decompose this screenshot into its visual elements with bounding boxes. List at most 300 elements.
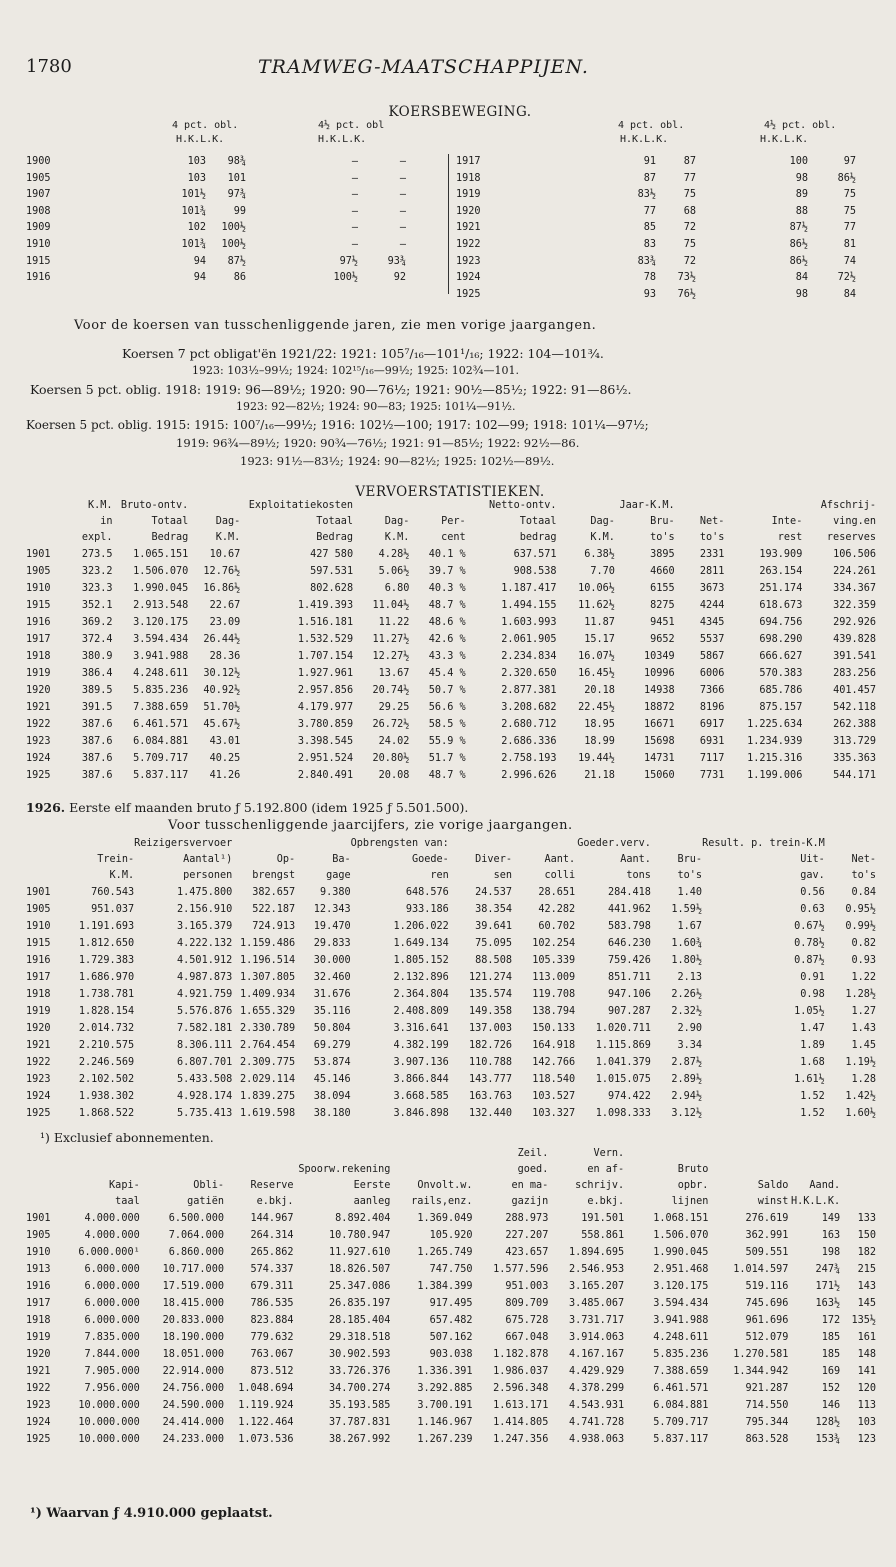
reizigers-column-header xyxy=(26,868,61,884)
kapitaal-row xyxy=(26,1227,876,1244)
reizigers-cell: 138.794 xyxy=(532,1006,576,1017)
kapitaal-header-row xyxy=(26,1194,876,1210)
reizigers-column-header xyxy=(512,836,575,852)
vervoer-cell: 24.02 xyxy=(378,736,410,747)
kapitaal-cell: 172 xyxy=(821,1315,841,1326)
reizigers-column-header: ren xyxy=(430,870,449,881)
kapitaal-cell: 163 xyxy=(821,1230,841,1241)
vervoer-cell: 1.990.045 xyxy=(133,583,189,594)
reizigers-cell: 4.928.174 xyxy=(177,1091,233,1102)
koers-left-value: 93¾ xyxy=(387,255,406,267)
kapitaal-cell: 152 xyxy=(821,1383,841,1394)
vervoer-cell: 11.22 xyxy=(378,617,410,628)
vervoer-cell: 42.6 % xyxy=(428,634,466,645)
vervoer-column-header xyxy=(409,498,465,514)
reizigers-cell: 4.987.873 xyxy=(177,972,233,983)
vervoer-cell: 13.67 xyxy=(378,668,410,679)
reizigers-cell: 0.82 xyxy=(851,938,876,949)
kapitaal-cell: 4.248.611 xyxy=(653,1332,709,1343)
reizigers-cell: 2.94½ xyxy=(671,1091,703,1102)
vervoer-cell: 40.92½ xyxy=(203,685,241,696)
reizigers-column-header xyxy=(61,836,134,852)
koers-left-value: 101¾ xyxy=(181,205,206,217)
reizigers-cell: 2.330.789 xyxy=(239,1023,296,1034)
reizigers-cell: 1.115.869 xyxy=(595,1040,651,1051)
koers-left-value: 97½ xyxy=(339,255,358,267)
vervoer-cell: 1.215.316 xyxy=(747,753,803,764)
vervoer-cell: 20.80½ xyxy=(372,753,410,764)
vervoer-cell: 387.6 xyxy=(81,736,113,747)
reizigers-cell: 583.798 xyxy=(607,921,651,932)
koers-left-year: 1910 xyxy=(26,238,51,250)
reizigers-cell: 142.766 xyxy=(532,1057,576,1068)
kapitaal-column-header: H.K.L.K. xyxy=(791,1196,841,1207)
kapitaal-cell: 143 xyxy=(857,1281,876,1292)
vervoer-cell: 2811 xyxy=(699,566,725,577)
vervoer-cell: 43.01 xyxy=(209,736,241,747)
vervoer-cell: 391.541 xyxy=(833,651,876,662)
reizigers-cell: 1.686.970 xyxy=(78,972,135,983)
kapitaal-column-header: Eerste xyxy=(353,1180,391,1191)
reizigers-cell: 103.527 xyxy=(532,1091,576,1102)
koers-right-value: 77 xyxy=(683,172,696,184)
reizigers-cell: 1.409.934 xyxy=(239,989,296,1000)
koers-left-value: 101¾ xyxy=(181,238,206,250)
kapitaal-year: 1901 xyxy=(26,1213,51,1224)
kapitaal-cell: 18.415.000 xyxy=(162,1298,224,1309)
koers-right-value: 84 xyxy=(843,288,856,300)
vervoer-cell: 698.290 xyxy=(759,634,803,645)
reizigers-cell: 4.222.132 xyxy=(177,938,233,949)
reizigers-header-row xyxy=(26,852,876,868)
reizigers-cell: 1.27 xyxy=(851,1006,876,1017)
reizigers-cell: 1.839.275 xyxy=(239,1091,296,1102)
reizigers-column-header xyxy=(651,836,702,852)
vervoer-row xyxy=(26,563,876,580)
kapitaal-cell: 4.167.167 xyxy=(568,1349,625,1360)
vervoer-cell: 45.4 % xyxy=(428,668,466,679)
vervoer-cell: 12.76½ xyxy=(203,566,241,577)
reizigers-cell: 42.282 xyxy=(538,904,576,915)
vervoer-column-header xyxy=(675,498,725,514)
vervoer-cell: 1.419.393 xyxy=(297,600,354,611)
vervoer-cell: 3.594.434 xyxy=(133,634,189,645)
koers-left-value: 99 xyxy=(233,205,246,217)
kapitaal-footnote: ¹) Waarvan ƒ 4.910.000 geplaatst. xyxy=(30,1506,273,1521)
vervoer-cell: 273.5 xyxy=(81,549,113,560)
reizigers-cell: 646.230 xyxy=(607,938,651,949)
kapitaal-cell: 33.726.376 xyxy=(329,1366,391,1377)
reizigers-cell: 933.186 xyxy=(405,904,449,915)
kapitaal-column-header xyxy=(26,1162,64,1178)
kapitaal-row xyxy=(26,1346,876,1363)
koers-left-year: 1909 xyxy=(26,222,51,234)
kapitaal-cell: 1.146.967 xyxy=(417,1417,473,1428)
reizigers-column-header: sen xyxy=(493,870,512,881)
koers-divider xyxy=(448,154,449,294)
kapitaal-cell: 1.369.049 xyxy=(417,1213,473,1224)
reizigers-year: 1905 xyxy=(26,904,51,915)
koers-title: KOERSBEWEGING. xyxy=(388,104,532,120)
kapitaal-cell: 10.717.000 xyxy=(162,1264,224,1275)
vervoer-year: 1915 xyxy=(26,600,51,611)
kapitaal-cell: 103 xyxy=(857,1417,876,1428)
koers-sub-right-45: H.K.L.K. xyxy=(760,134,809,145)
kapitaal-cell: 1.182.878 xyxy=(493,1349,549,1360)
reizigers-cell: 119.708 xyxy=(532,989,576,1000)
kapitaal-column-header: gazijn xyxy=(511,1196,549,1207)
vervoer-column-header: Totaal xyxy=(316,516,354,527)
koers-right-value: 81 xyxy=(843,238,856,250)
kapitaal-cell: 37.787.831 xyxy=(329,1417,391,1428)
koers-header-left-45: 4½ pct. obl xyxy=(318,120,385,131)
kapitaal-column-header: aanleg xyxy=(353,1196,391,1207)
kapitaal-cell: 509.551 xyxy=(745,1247,789,1258)
reizigers-cell: 137.003 xyxy=(469,1023,512,1034)
kapitaal-column-header xyxy=(390,1146,472,1162)
vervoer-cell: 3.120.175 xyxy=(133,617,189,628)
reizigers-column-header: Opbrengsten van: xyxy=(350,838,449,849)
koers-sub-left-4: H.K.L.K. xyxy=(176,134,225,145)
kapitaal-column-header xyxy=(224,1162,294,1178)
kapitaal-column-header xyxy=(390,1162,472,1178)
koers-right-value: 75 xyxy=(843,189,856,201)
kapitaal-column-header: goed. xyxy=(517,1164,549,1175)
reizigers-cell: 1.041.379 xyxy=(595,1057,651,1068)
vervoer-cell: 292.926 xyxy=(833,617,876,628)
vervoer-cell: 1.225.634 xyxy=(747,719,803,730)
vervoer-cell: 40.1 % xyxy=(428,549,466,560)
kapitaal-cell: 2.951.468 xyxy=(653,1264,709,1275)
kapitaal-cell: 149 xyxy=(821,1213,841,1224)
kapitaal-cell: 574.337 xyxy=(250,1264,294,1275)
kapitaal-cell: 288.973 xyxy=(505,1213,549,1224)
page-number: 1780 xyxy=(26,56,72,77)
vervoer-row xyxy=(26,648,876,665)
kapitaal-cell: 153¾ xyxy=(815,1434,841,1445)
kapitaal-cell: 1.270.581 xyxy=(733,1349,789,1360)
reizigers-column-header: Diver- xyxy=(475,854,512,865)
reizigers-row xyxy=(26,1105,876,1122)
reizigers-cell: 149.358 xyxy=(469,1006,512,1017)
kapitaal-cell: 18.051.000 xyxy=(162,1349,224,1360)
kapitaal-table xyxy=(26,1146,876,1448)
reizigers-cell: 3.668.585 xyxy=(393,1091,449,1102)
kapitaal-column-header: e.bkj. xyxy=(256,1196,294,1207)
vervoer-year: 1910 xyxy=(26,583,51,594)
reizigers-cell: 1.159.486 xyxy=(239,938,296,949)
vervoer-cell: 1.234.939 xyxy=(747,736,803,747)
kapitaal-cell: 10.780.947 xyxy=(329,1230,391,1241)
koers-sub-left-45: H.K.L.K. xyxy=(318,134,367,145)
vervoer-column-header: K.M. xyxy=(384,532,410,543)
koers-right-value: 74 xyxy=(843,255,856,267)
vervoer-table xyxy=(26,498,876,784)
kapitaal-cell: 4.543.931 xyxy=(568,1400,625,1411)
reizigers-cell: 0.78½ xyxy=(794,938,825,949)
koers-line-2: 1923: 103½–99½; 1924: 102¹⁵/₁₆—99½; 1925: 102¾—101. xyxy=(192,364,519,377)
kapitaal-cell: 6.860.000 xyxy=(168,1247,224,1258)
reizigers-cell: 29.833 xyxy=(313,938,351,949)
reizigers-cell: 3.866.844 xyxy=(393,1074,449,1085)
vervoer-cell: 8196 xyxy=(699,702,725,713)
vervoer-cell: 1.532.529 xyxy=(297,634,354,645)
vervoer-cell: 2.951.524 xyxy=(297,753,354,764)
vervoer-row xyxy=(26,580,876,597)
vervoer-cell: 20.74½ xyxy=(372,685,410,696)
kapitaal-cell: 6.000.000 xyxy=(84,1264,140,1275)
vervoer-cell: 6.084.881 xyxy=(133,736,189,747)
vervoer-cell: 51.70½ xyxy=(203,702,241,713)
vervoer-cell: 369.2 xyxy=(81,617,113,628)
koers-left-row xyxy=(26,154,406,171)
kapitaal-row xyxy=(26,1210,876,1227)
vervoer-cell: 1.065.151 xyxy=(133,549,189,560)
reizigers-cell: 1.868.522 xyxy=(78,1108,135,1119)
koers-line-6: 1919: 96¾—89½; 1920: 90¾—76½; 1921: 91—85½; 1922: 92½—86. xyxy=(176,436,580,450)
koers-right-value: 72 xyxy=(683,255,696,267)
koers-right-row xyxy=(456,154,856,171)
reizigers-column-header xyxy=(449,836,512,852)
reizigers-cell: 7.582.181 xyxy=(177,1023,233,1034)
vervoer-cell: 875.157 xyxy=(759,702,803,713)
koers-left-value: — xyxy=(399,172,406,184)
kapitaal-column-header: opbr. xyxy=(677,1180,709,1191)
vervoer-cell: 10996 xyxy=(643,668,675,679)
vervoer-year: 1925 xyxy=(26,770,51,781)
koers-left-value: 101½ xyxy=(181,189,206,201)
kapitaal-cell: 951.003 xyxy=(505,1281,549,1292)
kapitaal-column-header xyxy=(26,1146,64,1162)
vervoer-column-header: expl. xyxy=(81,532,113,543)
reizigers-year: 1925 xyxy=(26,1108,51,1119)
vervoer-cell: 23.09 xyxy=(209,617,241,628)
reizigers-cell: 132.440 xyxy=(469,1108,512,1119)
vervoer-cell: 22.45½ xyxy=(578,702,615,713)
vervoer-row xyxy=(26,733,876,750)
reizigers-cell: 182.726 xyxy=(469,1040,512,1051)
reizigers-year: 1922 xyxy=(26,1057,51,1068)
kapitaal-cell: 657.482 xyxy=(429,1315,473,1326)
kapitaal-cell: 6.000.000 xyxy=(84,1315,140,1326)
kapitaal-cell: 903.038 xyxy=(429,1349,473,1360)
kapitaal-column-header: Vern. xyxy=(593,1148,625,1159)
vervoer-cell: 372.4 xyxy=(81,634,113,645)
kapitaal-cell: 144.967 xyxy=(250,1213,294,1224)
reizigers-year: 1917 xyxy=(26,972,51,983)
vervoer-column-header: Bedrag xyxy=(151,532,189,543)
kapitaal-column-header xyxy=(788,1162,840,1178)
koers-right-value: 100 xyxy=(789,156,808,167)
kapitaal-column-header xyxy=(708,1162,788,1178)
kapitaal-cell: 11.927.610 xyxy=(329,1247,391,1258)
kapitaal-cell: 1.265.749 xyxy=(417,1247,473,1258)
vervoer-year: 1916 xyxy=(26,617,51,628)
kapitaal-cell: 6.461.571 xyxy=(653,1383,709,1394)
reizigers-column-header xyxy=(295,836,350,852)
vervoer-cell: 29.25 xyxy=(378,702,410,713)
reizigers-cell: 0.87½ xyxy=(794,955,825,966)
vervoer-cell: 5.837.117 xyxy=(133,770,189,781)
koers-line-3: Koersen 5 pct. oblig. 1918: 1919: 96—89½; 1920: 90—76½; 1921: 90½—85½; 1922: 91—86½. xyxy=(30,382,632,397)
reizigers-cell: 0.93 xyxy=(851,955,876,966)
reizigers-cell: 947.106 xyxy=(607,989,651,1000)
vervoer-cell: 427 580 xyxy=(310,549,354,560)
kapitaal-cell: 135½ xyxy=(851,1315,876,1326)
kapitaal-cell: 3.700.191 xyxy=(417,1400,473,1411)
vervoer-cell: 11.04½ xyxy=(372,600,410,611)
koers-right-value: 87 xyxy=(683,156,696,167)
reizigers-cell: 1.307.805 xyxy=(239,972,296,983)
kapitaal-cell: 6.500.000 xyxy=(168,1213,224,1224)
kapitaal-cell: 1.506.070 xyxy=(653,1230,709,1241)
reizigers-cell: 60.702 xyxy=(538,921,576,932)
vervoer-year: 1918 xyxy=(26,651,51,662)
koers-left-table xyxy=(26,154,406,287)
kapitaal-cell: 215 xyxy=(857,1264,876,1275)
reizigers-cell: 19.470 xyxy=(313,921,351,932)
vervoer-cell: 15060 xyxy=(643,770,675,781)
koers-left-value: — xyxy=(351,205,358,217)
vervoer-year: 1922 xyxy=(26,719,51,730)
vervoer-cell: 26.44½ xyxy=(203,634,241,645)
reizigers-cell: 1.05½ xyxy=(794,1006,825,1017)
kapitaal-cell: 6.084.881 xyxy=(653,1400,709,1411)
reizigers-cell: 0.84 xyxy=(851,887,876,898)
koers-left-value: 103 xyxy=(187,172,206,184)
koers-right-value: 98 xyxy=(795,288,808,300)
koers-right-year: 1925 xyxy=(456,288,481,300)
reizigers-cell: 1.45 xyxy=(851,1040,876,1051)
kapitaal-cell: 779.632 xyxy=(250,1332,294,1343)
kapitaal-cell: 1.336.391 xyxy=(417,1366,473,1377)
vervoer-cell: 694.756 xyxy=(759,617,803,628)
reizigers-column-header: Bru- xyxy=(677,854,703,865)
vervoer-1926-line xyxy=(26,800,468,815)
reizigers-column-header: Op- xyxy=(276,854,296,865)
koers-left-value: — xyxy=(351,238,358,250)
reizigers-cell: 907.287 xyxy=(607,1006,651,1017)
kapitaal-cell: 30.902.593 xyxy=(329,1349,391,1360)
kapitaal-cell: 22.914.000 xyxy=(162,1366,224,1377)
koers-right-year: 1917 xyxy=(456,156,481,167)
kapitaal-section xyxy=(26,1146,876,1448)
kapitaal-cell: 507.162 xyxy=(429,1332,473,1343)
vervoer-cell: 2.913.548 xyxy=(133,600,189,611)
reizigers-column-header xyxy=(232,836,295,852)
vervoer-cell: 1.603.993 xyxy=(501,617,557,628)
kapitaal-cell: 5.835.236 xyxy=(653,1349,709,1360)
reizigers-footnote: ¹) Exclusief abonnementen. xyxy=(40,1130,214,1145)
koers-left-value: 97¾ xyxy=(227,189,246,201)
vervoer-column-header: Dag- xyxy=(590,516,615,527)
kapitaal-cell: 3.485.067 xyxy=(568,1298,625,1309)
kapitaal-cell: 747.750 xyxy=(429,1264,473,1275)
kapitaal-column-header xyxy=(26,1178,64,1194)
koers-left-row xyxy=(26,204,406,221)
kapitaal-cell: 4.429.929 xyxy=(568,1366,625,1377)
koers-right-value: 83¾ xyxy=(637,255,656,267)
vervoer-year: 1905 xyxy=(26,566,51,577)
koers-right-year: 1923 xyxy=(456,255,481,267)
koers-header-right-45: 4½ pct. obl. xyxy=(764,120,837,131)
reizigers-cell: 648.576 xyxy=(405,887,449,898)
koers-left-year: 1908 xyxy=(26,205,51,217)
kapitaal-cell: 1.048.694 xyxy=(238,1383,294,1394)
vervoer-column-header xyxy=(353,498,409,514)
reizigers-cell: 5.576.876 xyxy=(177,1006,233,1017)
kapitaal-cell: 1.990.045 xyxy=(653,1247,709,1258)
vervoer-column-header: Afschrij- xyxy=(820,500,876,511)
kapitaal-cell: 558.861 xyxy=(581,1230,625,1241)
vervoer-cell: 19.44½ xyxy=(578,753,615,764)
vervoer-cell: 48.6 % xyxy=(428,617,466,628)
vervoer-cell: 10349 xyxy=(643,651,675,662)
kapitaal-column-header: en ma- xyxy=(511,1180,549,1191)
kapitaal-cell: 26.835.197 xyxy=(329,1298,391,1309)
reizigers-cell: 150.133 xyxy=(532,1023,576,1034)
reizigers-cell: 103.327 xyxy=(532,1108,576,1119)
reizigers-cell: 441.962 xyxy=(607,904,651,915)
kapitaal-column-header: en af- xyxy=(587,1164,625,1175)
vervoer-cell: 262.388 xyxy=(833,719,876,730)
kapitaal-cell: 3.120.175 xyxy=(653,1281,709,1292)
kapitaal-column-header: Spoorw.rekening xyxy=(298,1164,391,1175)
vervoer-cell: 5867 xyxy=(699,651,725,662)
koers-left-value: — xyxy=(399,205,406,217)
vervoer-cell: 323.2 xyxy=(81,566,113,577)
vervoer-cell: 387.6 xyxy=(81,753,113,764)
vervoer-cell: 11.87 xyxy=(584,617,615,628)
vervoer-column-header xyxy=(557,498,615,514)
kapitaal-column-header: taal xyxy=(115,1196,140,1207)
reizigers-cell: 2.210.575 xyxy=(78,1040,135,1051)
kapitaal-cell: 1.577.596 xyxy=(493,1264,549,1275)
reizigers-row xyxy=(26,1020,876,1037)
koers-right-year: 1922 xyxy=(456,238,481,250)
kapitaal-cell: 4.741.728 xyxy=(568,1417,625,1428)
vervoer-cell: 45.67½ xyxy=(203,719,241,730)
kapitaal-cell: 4.938.063 xyxy=(568,1434,625,1445)
koers-right-row xyxy=(456,237,856,254)
kapitaal-column-header: Reserve xyxy=(250,1180,294,1191)
reizigers-cell: 5.433.508 xyxy=(177,1074,233,1085)
vervoer-header-row xyxy=(26,530,876,546)
vervoer-cell: 40.25 xyxy=(209,753,241,764)
kapitaal-row xyxy=(26,1261,876,1278)
vervoer-cell: 1.199.006 xyxy=(747,770,803,781)
vervoer-cell: 55.9 % xyxy=(428,736,466,747)
reizigers-column-header xyxy=(26,836,61,852)
vervoer-cell: 3.398.545 xyxy=(297,736,354,747)
kapitaal-year: 1910 xyxy=(26,1247,51,1258)
vervoer-column-header: Inte- xyxy=(771,516,803,527)
koers-right-value: 88 xyxy=(795,205,808,217)
kapitaal-cell: 161 xyxy=(857,1332,876,1343)
vervoer-column-header xyxy=(26,514,65,530)
kapitaal-cell: 6.000.000 xyxy=(84,1298,140,1309)
kapitaal-cell: 3.731.717 xyxy=(568,1315,625,1326)
koers-left-value: 94 xyxy=(193,255,206,267)
kapitaal-cell: 182 xyxy=(857,1247,876,1258)
vervoer-column-header: Netto-ontv. xyxy=(489,500,557,511)
reizigers-cell: 38.094 xyxy=(313,1091,351,1102)
reizigers-year: 1915 xyxy=(26,938,51,949)
kapitaal-column-header: gatiën xyxy=(187,1196,224,1207)
vervoer-cell: 802.628 xyxy=(310,583,354,594)
reizigers-cell: 0.67½ xyxy=(794,921,825,932)
koers-right-value: 73½ xyxy=(677,272,696,284)
